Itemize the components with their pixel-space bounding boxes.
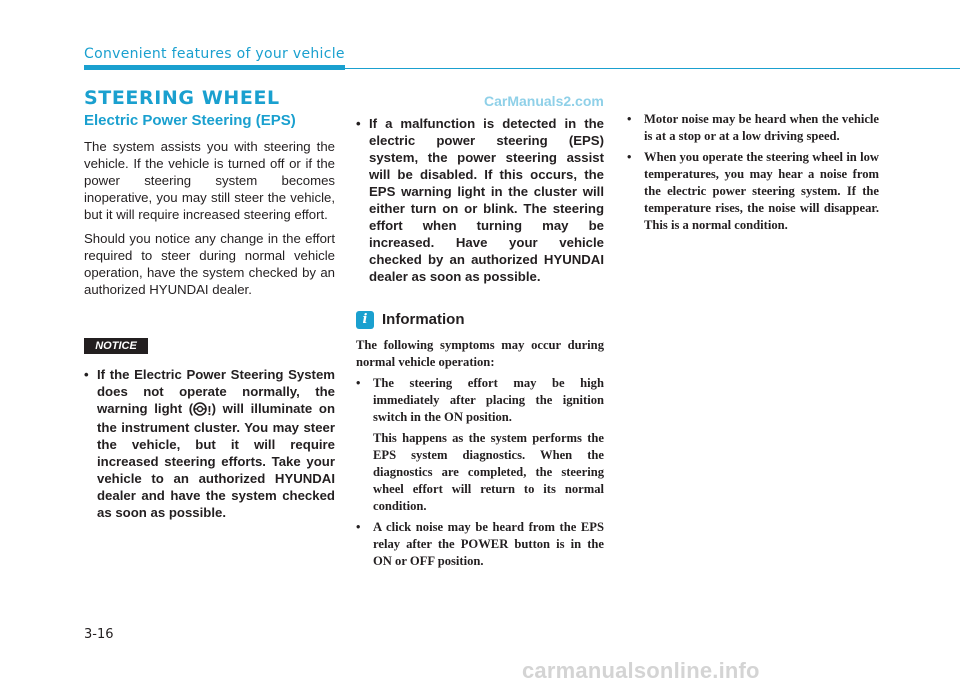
information-item-2: A click noise may be heard from the EPS relay after the POWER button is in the ON or OFF position. <box>373 520 604 568</box>
bullet-dot: • <box>356 520 361 534</box>
bullet-dot: • <box>627 112 632 126</box>
information-icon: i <box>356 311 374 329</box>
notice-bullet-2-text: If a malfunction is detected in the electric power steering (EPS) system, the power steering assist will be disabled. If this occurs, the EPS warning light in the cluster will either turn on or blink. The steering effort when turning may be increased. Have your vehicle checked by an authorized HYUNDAI dealer as soon as possible. <box>369 116 604 284</box>
bullet-dot: • <box>356 376 361 390</box>
intro-paragraph-1: The system assists you with steering the vehicle. If the vehicle is turned off or if the power steering system becomes inoperative, you may still steer the vehicle, but it will require increased steering effort. <box>84 139 335 222</box>
notice-badge: NOTICE <box>84 338 148 354</box>
eps-warning-icon <box>193 402 211 419</box>
bullet-dot: • <box>84 367 89 382</box>
notice-bullet-1-after: ) will illuminate on the instrument cluster. You may steer the vehicle, but it will require increased steering efforts. Take your vehicle to an authorized HYUNDAI dealer and have the system checked as soon as possible. <box>97 401 336 520</box>
bullet-dot: • <box>627 150 632 164</box>
information-body <box>356 337 604 570</box>
information-item-1-followup: This happens as the system performs the EPS system diagnostics. When the diagnostics are completed, the steering wheel effort will return to its normal condition. <box>373 431 604 513</box>
information-intro: The following symptoms may occur during normal vehicle operation: <box>356 338 604 369</box>
notice-bullet-1 <box>84 366 335 521</box>
list-item <box>627 111 879 145</box>
watermark-bottom[interactable]: carmanualsonline.info <box>522 658 760 683</box>
header-accent-bar <box>84 65 345 70</box>
intro-text <box>84 138 335 298</box>
information-item-1: The steering effort may be high immediately after placing the ignition switch in the ON position. <box>373 376 604 424</box>
eps-warning-icon-mark: ! <box>207 403 212 418</box>
bullet-dot: • <box>356 116 361 131</box>
header-rule <box>345 68 960 69</box>
intro-paragraph-2: Should you notice any change in the effort required to steer during normal vehicle operation, have the system checked by an authorized HYUNDAI dealer. <box>84 231 335 297</box>
list-item <box>627 149 879 234</box>
list-item <box>356 519 604 570</box>
information-item-3: Motor noise may be heard when the vehicle is at a stop or at a low driving speed. <box>644 112 879 143</box>
notice-bullet-2 <box>356 115 604 285</box>
header-title: Convenient features of your vehicle <box>84 46 345 62</box>
page-number: 3-16 <box>84 627 114 642</box>
section-title: STEERING WHEEL <box>84 87 280 109</box>
notice-bullet-1-before: If the Electric Power Steering System does not operate normally, the warning light ( <box>97 367 335 416</box>
subsection-title: Electric Power Steering (EPS) <box>84 112 296 129</box>
watermark-top[interactable]: CarManuals2.com <box>484 93 604 109</box>
information-item-4: When you operate the steering wheel in low temperatures, you may hear a noise from the electric power steering system. If the temperature rises, the noise will disappear. This is a normal condition. <box>644 150 879 232</box>
information-title: Information <box>382 311 465 328</box>
list-item <box>356 375 604 515</box>
information-continued <box>627 111 879 234</box>
